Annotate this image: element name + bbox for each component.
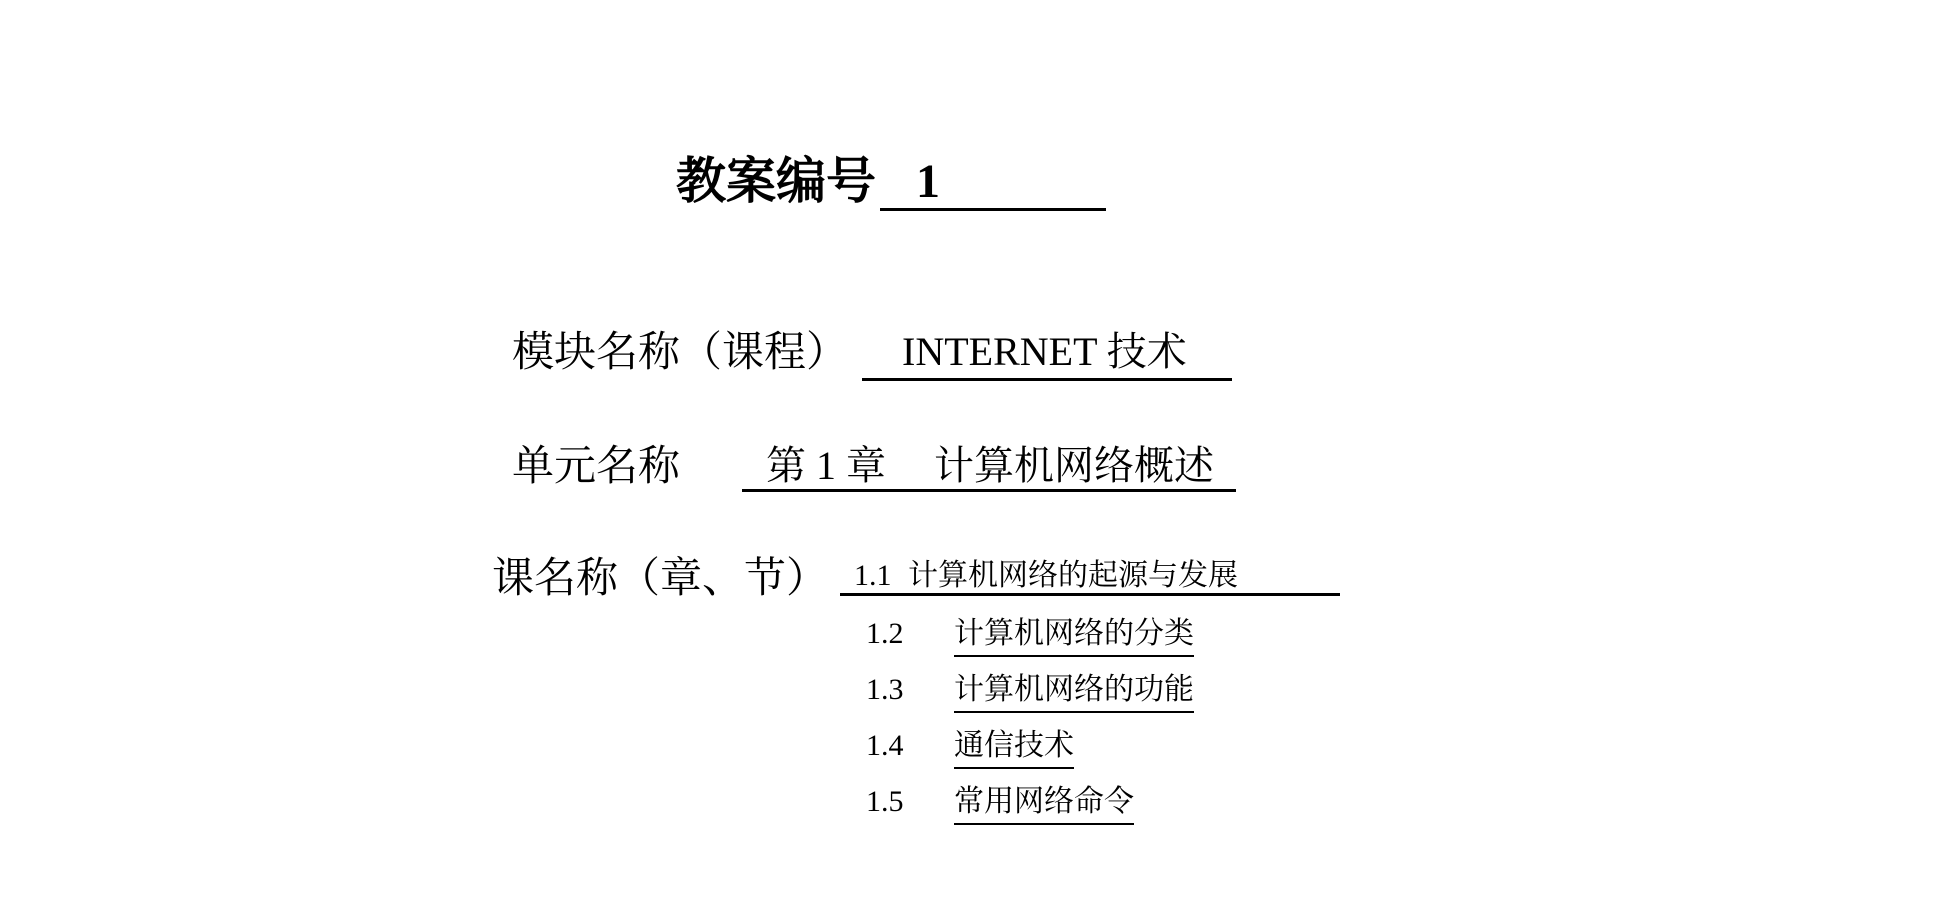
unit-chapter: 第 1 章: [766, 443, 886, 488]
lesson-section-4-num: 1.4: [866, 729, 904, 762]
lesson-section-1-num: 1.1: [854, 559, 892, 592]
lesson-section-3-text: 计算机网络的功能: [954, 670, 1194, 713]
unit-name-label: 单元名称: [512, 441, 681, 490]
lesson-plan-number-label: 教案编号: [676, 152, 876, 210]
module-name-label: 模块名称（课程）: [512, 327, 849, 376]
module-name-value: INTERNET 技术: [862, 326, 1232, 381]
lesson-plan-number-value: 1: [916, 155, 940, 208]
lesson-section-4-text: 通信技术: [954, 726, 1074, 769]
lesson-section-2-text: 计算机网络的分类: [954, 614, 1194, 657]
unit-name-value: 计算机网络概述: [934, 443, 1214, 489]
lesson-section-5-text: 常用网络命令: [954, 782, 1134, 825]
lesson-name-label: 课名称（章、节）: [492, 553, 829, 602]
lesson-section-2-num: 1.2: [866, 617, 904, 650]
lesson-section-1-text: 计算机网络的起源与发展: [908, 558, 1238, 593]
lesson-section-5-num: 1.5: [866, 785, 904, 818]
lesson-section-3-num: 1.3: [866, 673, 904, 706]
lesson-plan-number-underline: [880, 154, 1106, 211]
lesson-section-1: [840, 556, 1340, 596]
unit-name-field: [742, 440, 1236, 492]
